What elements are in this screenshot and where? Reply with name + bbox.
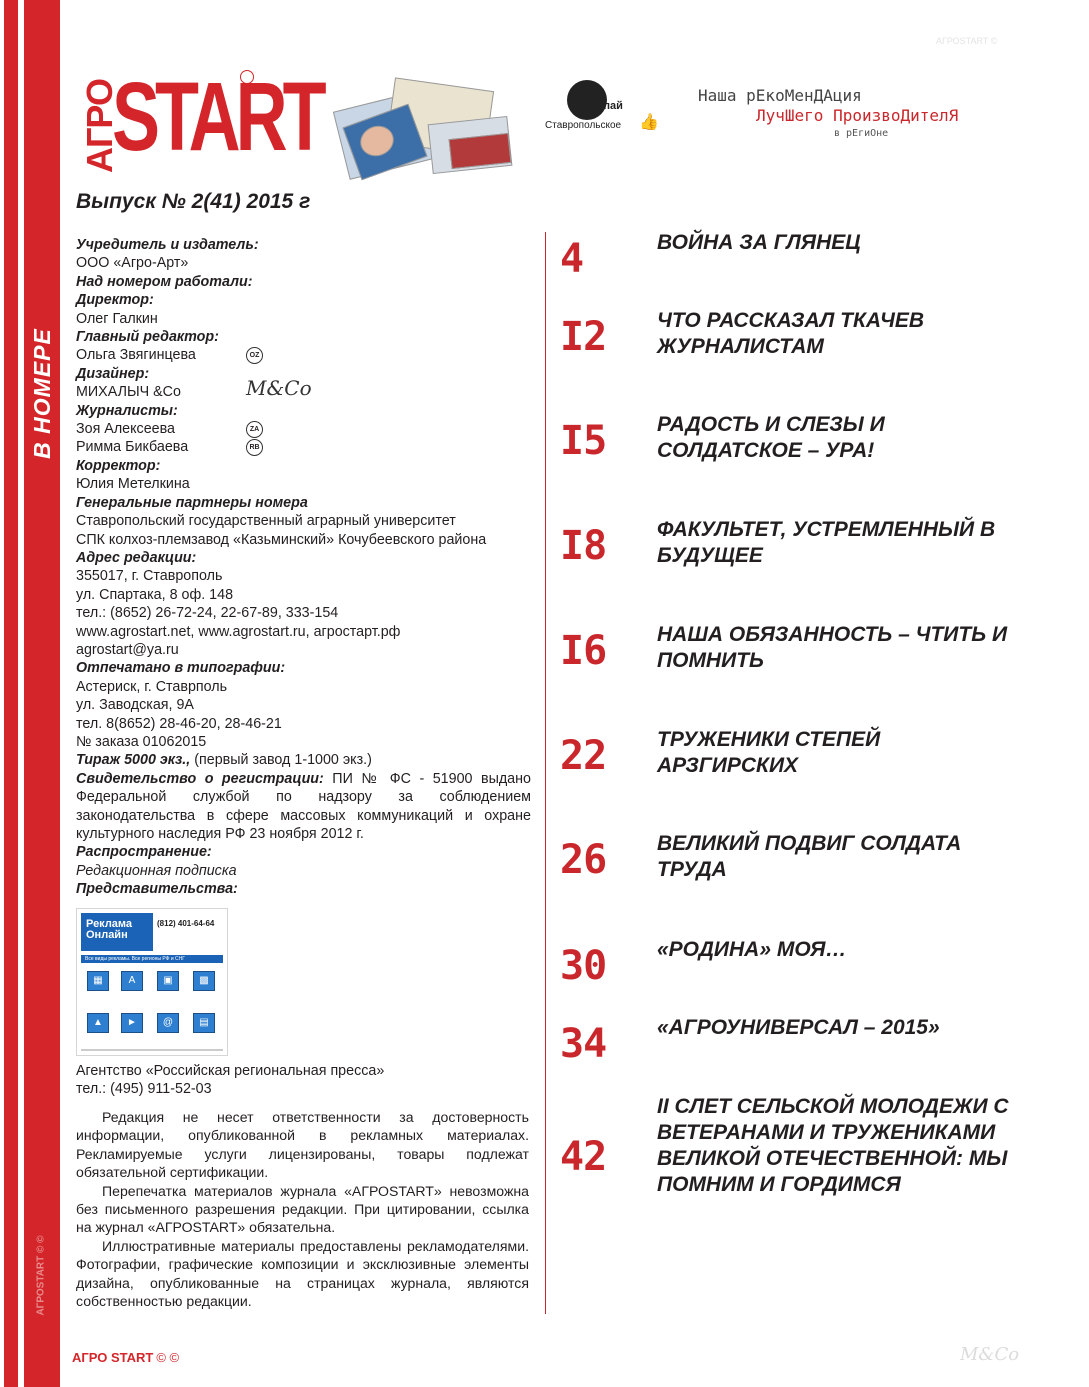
- logo-agro: АГРО: [79, 79, 120, 173]
- toc-title: II СЛЕТ СЕЛЬСКОЙ МОЛОДЕЖИ С ВЕТЕРАНАМИ И ТРУЖЕНИКАМИ ВЕЛИКОЙ ОТЕЧЕСТВЕННОЙ: МЫ ПОМНИМ И ГОРДИМСЯ: [657, 1095, 1009, 1196]
- section-title: В НОМЕРЕ: [28, 327, 55, 459]
- toc-title: НАША ОБЯЗАННОСТЬ – ЧТИТЬ И ПОМНИТЬ: [657, 623, 1008, 672]
- imprint-column: Учредитель и издатель: ООО «Агро-Арт» Над номером работали: Директор: Олег Галкин Главный редактор: Ольга Звягинцева OZ Дизайнер: МИХАЛЫЧ &Co M&Co Журналисты: Зоя Алексеева ZA Римма Бикбаева RB Корректор: Юлия Метелкина Генеральные партнеры номера Ставропольский государственный аграрный университет СПК колхоз-племзавод «Казьминский» Кочубеевского района Адрес редакции: 355017, г. Ставрополь ул. Спартака, 8 оф. 148 тел.: (8652) 26-72-24, 22-67-89, 333-154 www.agrostart.net, www.agrostart.ru, агростарт.рф agrostart@ya.ru Отпечатано в типографии: Астериск, г. Ставрполь ул. Заводская, 9А тел. 8(8652) 28-46-20, 28-46-21 № заказа 01062015 Тираж 5000 экз., (первый завод 1-1000 экз.) Свидетельство о регистрации: ПИ № ФС - 51900 выдано Федеральной службой по надзору за соблюдением законодательства в сфере массовых коммуникаций и охране культурного наследия РФ 23 ноября 2012 г. Распространение: Редакционная подписка Представительства: Реклама Онлайн (812) 401-64-64 Все виды рекламы. Все регионы РФ и СНГ ▦ A ▣ ▩ ▲ ► @ ▤ Агентство «Российская региональная пресса» тел.: (495) 911-52-03: [76, 237, 531, 1098]
- promo-icon: ►: [121, 1013, 143, 1033]
- column-divider: [545, 232, 546, 1314]
- toc-title: ФАКУЛЬТЕТ, УСТРЕМЛЕННЫЙ В БУДУЩЕЕ: [657, 518, 996, 567]
- toc-page-number: 4: [560, 236, 584, 282]
- toc-title: РАДОСТЬ И СЛЕЗЫ И СОЛДАТСКОЕ – УРА!: [657, 413, 885, 462]
- email-link: agrostart@ya.ru: [76, 641, 179, 658]
- thumbs-up-icon: 👍: [639, 114, 659, 131]
- agrostart-logo: [76, 60, 322, 180]
- railway-icon: ▲: [87, 1013, 109, 1033]
- outdoor-icon: ▤: [193, 1013, 215, 1033]
- print-media-icon: ▦: [87, 971, 109, 991]
- tv-icon: ▣: [157, 971, 179, 991]
- toc-page-number: 22: [560, 733, 607, 779]
- magazines-illustration: [330, 70, 520, 180]
- logo-tm: [240, 70, 254, 84]
- side-stripe-wide: [24, 0, 60, 1387]
- journalist2-signature-icon: RB: [246, 439, 263, 456]
- toc-title: ЧТО РАССКАЗАЛ ТКАЧЕВ ЖУРНАЛИСТАМ: [657, 309, 925, 358]
- toc-page-number: I8: [560, 523, 607, 569]
- buy-stavropol-badge: окупай Ставропольское 👍: [545, 80, 665, 140]
- legal-disclaimer: Редакция не несет ответственности за достоверность информации, опубликованной в рекламных материалах. Рекламируемые услуги лицензированы, товары подлежат обязательной сертификации. Перепечатка материалов журнала «АГРОSTART» невозможна без письменного разрешения редакции. При цитировании, ссылка на журнал «АГРОSTART» обязательна. Иллюстративные материалы предоставлены рекламодателями. Фотографии, графические композиции и эксклюзивные элементы дизайна, опубликованные на страницах журнала, являются собственностью редакции.: [76, 1109, 529, 1310]
- toc-page-number: 30: [560, 943, 607, 989]
- issue-number: Выпуск № 2(41) 2015 г: [76, 190, 311, 213]
- toc-page-number: I6: [560, 628, 607, 674]
- journalist1-signature-icon: ZA: [246, 421, 263, 438]
- radio-icon: A: [121, 971, 143, 991]
- toc-title: «РОДИНА» МОЯ…: [657, 938, 847, 961]
- toc-page-number: I2: [560, 314, 607, 360]
- toc-page-number: 42: [560, 1134, 607, 1180]
- transport-icon: ▩: [193, 971, 215, 991]
- toc-title: «АГРОУНИВЕРСАЛ – 2015»: [657, 1016, 940, 1039]
- recommendation-slogan: Наша рЕкоМенДАция ЛучШего ПроизвоДителЯ в рЕгиОне: [698, 86, 959, 139]
- website-links: www.agrostart.net, www.agrostart.ru, агростарт.рф: [76, 623, 401, 640]
- logo-start: START: [112, 63, 322, 172]
- footer-signature: M&Co: [960, 1344, 1020, 1365]
- band-footer-mark: АГРОSTART © ©: [35, 1234, 47, 1316]
- toc-page-number: I5: [560, 418, 607, 464]
- side-stripe-thin: [4, 0, 18, 1387]
- editor-signature-icon: OZ: [246, 347, 263, 364]
- corner-watermark: АГРОSTART ©: [936, 36, 998, 46]
- toc-title: ТРУЖЕНИКИ СТЕПЕЙ АРЗГИРСКИХ: [657, 728, 881, 777]
- side-band: [0, 0, 62, 1387]
- toc-page-number: 26: [560, 837, 607, 883]
- toc-title: ВЕЛИКИЙ ПОДВИГ СОЛДАТА ТРУДА: [657, 832, 962, 881]
- toc-page-number: 34: [560, 1021, 607, 1067]
- advertising-banner: Реклама Онлайн (812) 401-64-64 Все виды рекламы. Все регионы РФ и СНГ ▦ A ▣ ▩ ▲ ► @ ▤: [76, 908, 228, 1056]
- designer-signature: M&Co: [246, 376, 312, 401]
- footer-logo: АГРО START © ©: [72, 1350, 180, 1365]
- internet-icon: @: [157, 1013, 179, 1033]
- toc-title: ВОЙНА ЗА ГЛЯНЕЦ: [657, 231, 861, 254]
